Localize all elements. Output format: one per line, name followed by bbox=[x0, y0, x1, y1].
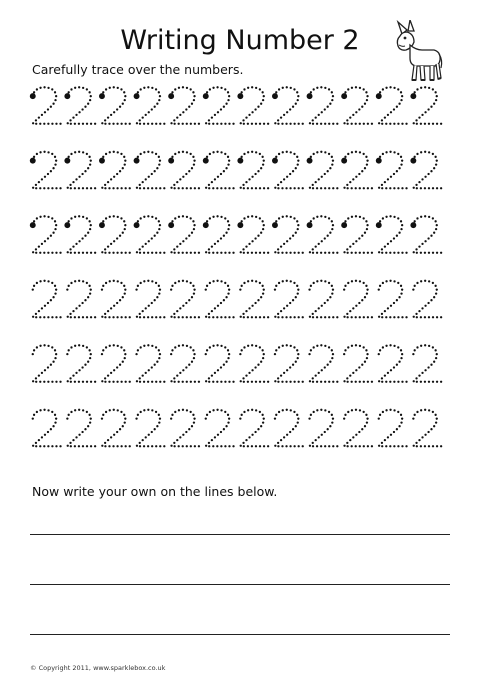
trace-digit bbox=[99, 151, 131, 190]
start-dot bbox=[99, 222, 105, 228]
trace-digit bbox=[239, 409, 269, 448]
trace-digit bbox=[168, 86, 200, 125]
trace-digit bbox=[274, 280, 304, 319]
trace-digit bbox=[135, 409, 165, 448]
trace-digit bbox=[101, 280, 131, 319]
start-dot bbox=[272, 158, 278, 164]
writing-line bbox=[30, 634, 450, 635]
start-dot bbox=[272, 222, 278, 228]
writing-line bbox=[30, 584, 450, 585]
trace-digit bbox=[341, 86, 373, 125]
copyright-notice: © Copyright 2011, www.sparklebox.co.uk bbox=[30, 664, 166, 672]
trace-digit bbox=[307, 215, 339, 254]
trace-digit bbox=[272, 151, 304, 190]
start-dot bbox=[237, 158, 243, 164]
start-dot bbox=[134, 93, 140, 99]
trace-digit bbox=[343, 344, 373, 383]
start-dot bbox=[410, 222, 416, 228]
start-dot bbox=[237, 222, 243, 228]
trace-digit bbox=[376, 151, 408, 190]
trace-digit bbox=[410, 215, 442, 254]
trace-digit bbox=[101, 344, 131, 383]
start-dot bbox=[64, 158, 70, 164]
trace-digit bbox=[134, 86, 166, 125]
start-dot bbox=[341, 93, 347, 99]
start-dot bbox=[64, 222, 70, 228]
trace-digit bbox=[378, 280, 408, 319]
start-dot bbox=[30, 93, 36, 99]
trace-digit bbox=[307, 86, 339, 125]
start-dot bbox=[134, 158, 140, 164]
trace-instruction: Carefully trace over the numbers. bbox=[32, 62, 244, 77]
trace-digit bbox=[203, 86, 235, 125]
trace-digit bbox=[66, 280, 96, 319]
start-dot bbox=[307, 222, 313, 228]
start-dot bbox=[410, 93, 416, 99]
start-dot bbox=[376, 158, 382, 164]
trace-digit bbox=[239, 344, 269, 383]
trace-digit bbox=[308, 409, 338, 448]
start-dot bbox=[410, 158, 416, 164]
trace-digit bbox=[237, 215, 269, 254]
start-dot bbox=[203, 222, 209, 228]
trace-digit bbox=[272, 86, 304, 125]
start-dot bbox=[30, 222, 36, 228]
trace-digit bbox=[410, 151, 442, 190]
start-dot bbox=[168, 93, 174, 99]
trace-digit bbox=[170, 280, 200, 319]
trace-digit bbox=[412, 280, 442, 319]
trace-digit bbox=[410, 86, 442, 125]
trace-digit bbox=[170, 409, 200, 448]
write-instruction: Now write your own on the lines below. bbox=[32, 484, 278, 499]
trace-digit bbox=[274, 344, 304, 383]
trace-digit bbox=[99, 86, 131, 125]
trace-digit bbox=[64, 215, 96, 254]
trace-digit bbox=[237, 86, 269, 125]
trace-digit bbox=[341, 215, 373, 254]
trace-digit bbox=[30, 151, 62, 190]
trace-digit bbox=[30, 86, 62, 125]
trace-digit bbox=[32, 409, 62, 448]
start-dot bbox=[168, 158, 174, 164]
trace-digit bbox=[239, 280, 269, 319]
trace-digit bbox=[168, 215, 200, 254]
trace-digit bbox=[343, 409, 373, 448]
trace-digit bbox=[203, 151, 235, 190]
trace-digit bbox=[205, 409, 235, 448]
start-dot bbox=[203, 93, 209, 99]
trace-digit bbox=[412, 344, 442, 383]
trace-digit bbox=[64, 151, 96, 190]
trace-digit bbox=[205, 344, 235, 383]
start-dot bbox=[307, 158, 313, 164]
start-dot bbox=[168, 222, 174, 228]
trace-digit bbox=[378, 344, 408, 383]
trace-digit bbox=[203, 215, 235, 254]
trace-digit bbox=[135, 280, 165, 319]
trace-digit bbox=[66, 344, 96, 383]
start-dot bbox=[341, 158, 347, 164]
start-dot bbox=[99, 93, 105, 99]
trace-digit bbox=[135, 344, 165, 383]
start-dot bbox=[307, 93, 313, 99]
trace-digit bbox=[307, 151, 339, 190]
trace-digit bbox=[66, 409, 96, 448]
start-dot bbox=[341, 222, 347, 228]
trace-digit bbox=[412, 409, 442, 448]
trace-digit bbox=[32, 344, 62, 383]
trace-digit bbox=[378, 409, 408, 448]
start-dot bbox=[134, 222, 140, 228]
trace-digit bbox=[272, 215, 304, 254]
trace-digit bbox=[308, 344, 338, 383]
trace-digit bbox=[30, 215, 62, 254]
trace-digit bbox=[64, 86, 96, 125]
trace-digit bbox=[376, 86, 408, 125]
trace-digit bbox=[376, 215, 408, 254]
trace-digit bbox=[341, 151, 373, 190]
start-dot bbox=[203, 158, 209, 164]
trace-digit bbox=[99, 215, 131, 254]
start-dot bbox=[237, 93, 243, 99]
trace-digit bbox=[101, 409, 131, 448]
trace-digit bbox=[205, 280, 235, 319]
start-dot bbox=[376, 222, 382, 228]
writing-line bbox=[30, 534, 450, 535]
trace-digit bbox=[168, 151, 200, 190]
start-dot bbox=[99, 158, 105, 164]
start-dot bbox=[30, 158, 36, 164]
start-dot bbox=[376, 93, 382, 99]
trace-digit bbox=[343, 280, 373, 319]
trace-digit bbox=[308, 280, 338, 319]
trace-digit bbox=[32, 280, 62, 319]
page-title: Writing Number 2 bbox=[120, 25, 360, 56]
trace-digit bbox=[134, 215, 166, 254]
trace-digit bbox=[274, 409, 304, 448]
start-dot bbox=[272, 93, 278, 99]
trace-digit bbox=[170, 344, 200, 383]
trace-digit bbox=[134, 151, 166, 190]
trace-digit bbox=[237, 151, 269, 190]
start-dot bbox=[64, 93, 70, 99]
